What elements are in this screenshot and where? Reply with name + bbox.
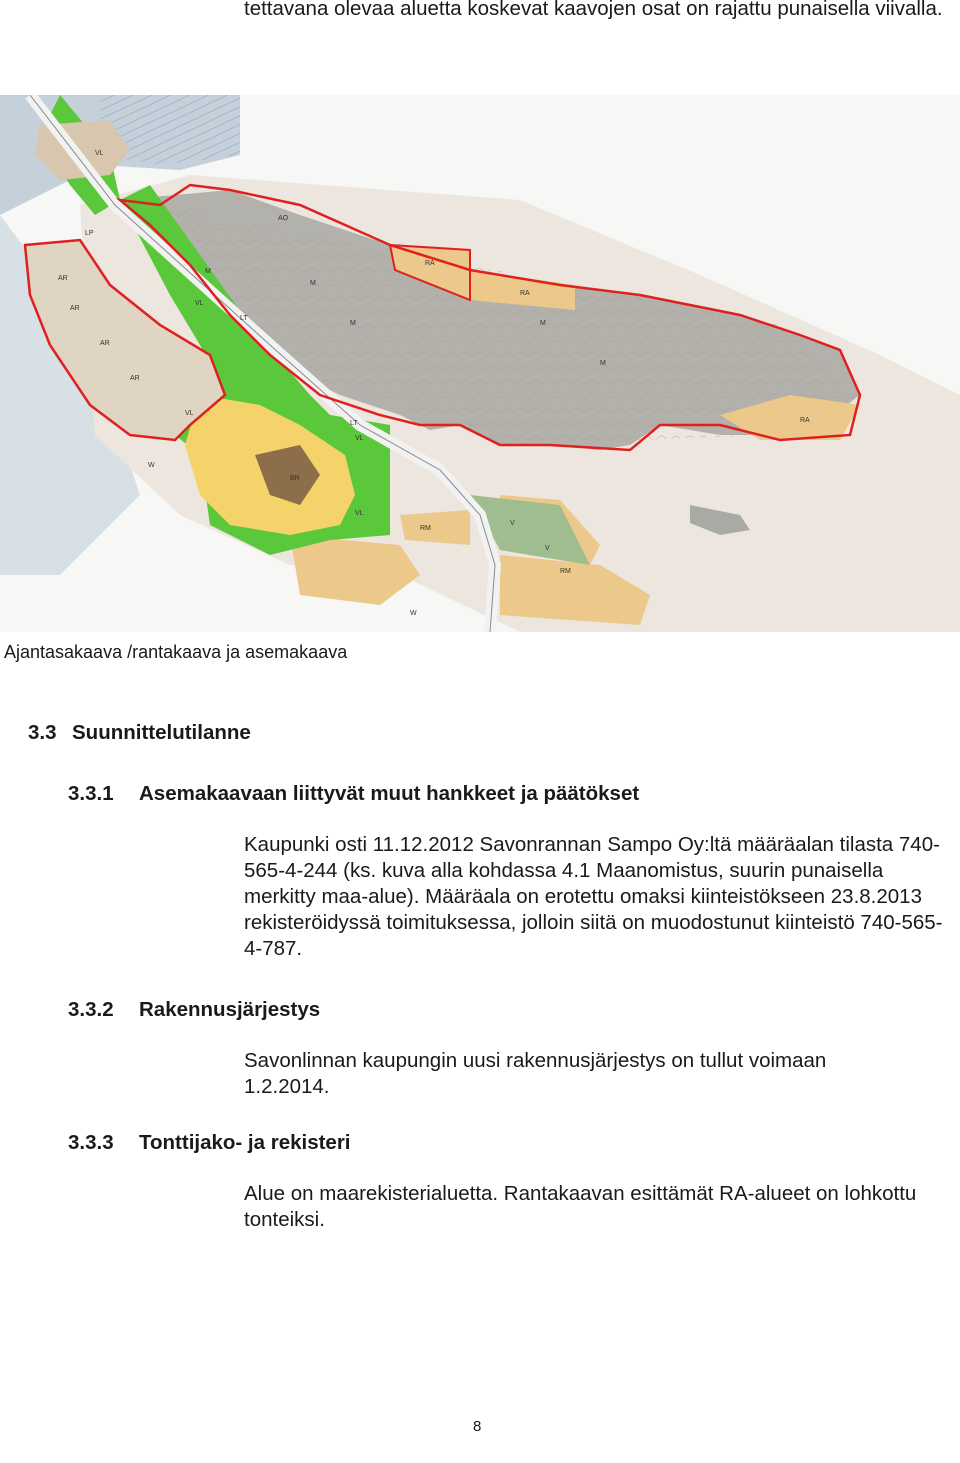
section-3-3-2-body: Savonlinnan kaupungin uusi rakennusjärjestys on tullut voimaan 1.2.2014.	[244, 1049, 827, 1098]
map-label: LP	[85, 230, 94, 237]
map-label: RA	[520, 290, 530, 297]
map-label: V	[510, 520, 515, 527]
map-caption: Ajantasakaava /rantakaava ja asemakaava	[4, 642, 348, 662]
map-label: RM	[560, 568, 571, 575]
map-label: W	[410, 610, 417, 617]
section-number: 3.3	[28, 721, 57, 744]
map-label: BR	[290, 475, 300, 482]
map-label: VL	[185, 410, 194, 417]
section-3-3-2-heading	[68, 997, 320, 1023]
map-label: LT	[240, 315, 248, 322]
map-label: AR	[130, 375, 140, 382]
section-title: Asemakaavaan liittyvät muut hankkeet ja päätökset	[139, 782, 640, 805]
map-label: V	[545, 545, 550, 552]
section-title: Suunnittelutilanne	[72, 721, 251, 744]
section-title: Tonttijako- ja rekisteri	[139, 1131, 351, 1154]
map-label: AO	[278, 215, 289, 222]
map-label: VL	[95, 150, 104, 157]
map-label: VL	[355, 435, 364, 442]
section-3-3-1-heading	[68, 781, 639, 807]
map-label: RA	[800, 417, 810, 424]
zone-rm-1	[400, 510, 470, 545]
intro-paragraph: tettavana olevaa aluetta koskevat kaavojen osat on rajattu punaisella viivalla.	[244, 0, 943, 20]
map-label: VL	[355, 510, 364, 517]
map-label: RA	[425, 260, 435, 267]
map-label: M	[350, 320, 356, 327]
map-label: AR	[70, 305, 80, 312]
map-label: LT	[350, 420, 358, 427]
page-number: 8	[473, 1418, 482, 1435]
section-number: 3.3.2	[68, 998, 114, 1021]
map-label: W	[148, 462, 155, 469]
zoning-map	[0, 95, 960, 632]
section-3-3-1-body: Kaupunki osti 11.12.2012 Savonrannan Sampo Oy:ltä määräalan tilasta 740-565-4-244 (ks. kuva alla kohdassa 4.1 Maanomistus, suurin punaisella merkitty maa-alue). Määräala on erotettu omaksi kiinteistökseen 23.8.2013 rekisteröidyssä toimituksessa, jolloin siitä on muodostunut kiinteistö 740-565-4-787.	[244, 833, 943, 960]
section-3-3-3-heading	[68, 1130, 351, 1156]
map-label: AR	[58, 275, 68, 282]
map-label: M	[310, 280, 316, 287]
map-label: VL	[195, 300, 204, 307]
section-3-3-heading	[28, 720, 251, 746]
map-label: M	[540, 320, 546, 327]
map-label: AR	[100, 340, 110, 347]
section-3-3-3-body: Alue on maarekisterialuetta. Rantakaavan esittämät RA-alueet on lohkottu tonteiksi.	[244, 1182, 917, 1231]
map-label: RM	[420, 525, 431, 532]
section-number: 3.3.1	[68, 782, 114, 805]
map-label: M	[205, 268, 211, 275]
section-title: Rakennusjärjestys	[139, 998, 321, 1021]
section-number: 3.3.3	[68, 1131, 114, 1154]
map-label: M	[600, 360, 606, 367]
